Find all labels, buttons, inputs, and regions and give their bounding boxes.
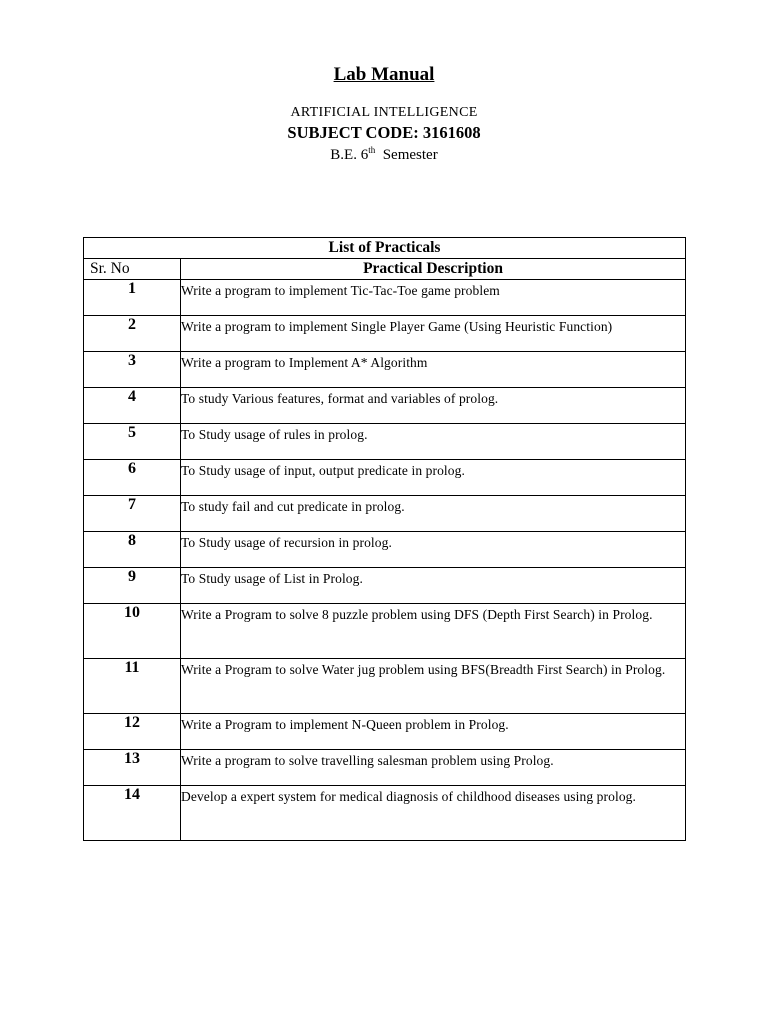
row-description: To study fail and cut predicate in prolog. [181,496,686,532]
row-number: 14 [84,786,181,841]
table-row [84,280,686,316]
row-description: Write a program to implement Tic-Tac-Toe game problem [181,280,686,316]
row-description: Write a program to Implement A* Algorithm [181,352,686,388]
row-number: 9 [84,568,181,604]
document-title: Lab Manual [333,64,435,85]
row-number: 8 [84,532,181,568]
row-description: Write a program to solve travelling salesman problem using Prolog. [181,750,686,786]
row-description: To Study usage of List in Prolog. [181,568,686,604]
table-row [84,316,686,352]
row-description: To Study usage of rules in prolog. [181,424,686,460]
row-description: Write a Program to solve Water jug problem using BFS(Breadth First Search) in Prolog. [181,659,686,714]
table-row [84,460,686,496]
row-description: To study Various features, format and variables of prolog. [181,388,686,424]
row-number: 7 [84,496,181,532]
table-row [84,659,686,714]
row-number: 2 [84,316,181,352]
row-description: Write a program to implement Single Player Game (Using Heuristic Function) [181,316,686,352]
row-number: 10 [84,604,181,659]
semester-word: Semester [382,147,438,163]
column-header-description: Practical Description [181,259,686,280]
table-row [84,388,686,424]
table-row [84,424,686,460]
table-row [84,568,686,604]
table-row [84,714,686,750]
row-number: 1 [84,280,181,316]
row-description: To Study usage of input, output predicate in prolog. [181,460,686,496]
table-caption-row [84,238,686,259]
row-number: 11 [84,659,181,714]
row-description: Write a Program to solve 8 puzzle problem using DFS (Depth First Search) in Prolog. [181,604,686,659]
table-header-row [84,259,686,280]
column-header-sr-no: Sr. No [84,259,181,280]
table-row [84,496,686,532]
row-number: 13 [84,750,181,786]
table-row [84,352,686,388]
row-number: 4 [84,388,181,424]
row-description: Develop a expert system for medical diagnosis of childhood diseases using prolog. [181,786,686,841]
row-number: 5 [84,424,181,460]
subject-name: ARTIFICIAL INTELLIGENCE [290,105,478,120]
table-row [84,604,686,659]
row-description: Write a Program to implement N-Queen problem in Prolog. [181,714,686,750]
subject-code: SUBJECT CODE: 3161608 [287,123,481,142]
row-description: To Study usage of recursion in prolog. [181,532,686,568]
practicals-table [83,237,686,841]
row-number: 12 [84,714,181,750]
semester-prefix: B.E. 6 [330,147,369,163]
row-number: 3 [84,352,181,388]
semester-suffix: th [368,145,376,155]
table-caption: List of Practicals [84,238,686,259]
table-row [84,532,686,568]
row-number: 6 [84,460,181,496]
semester-line [0,145,768,164]
table-body [84,280,686,841]
table-row [84,786,686,841]
table-row [84,750,686,786]
